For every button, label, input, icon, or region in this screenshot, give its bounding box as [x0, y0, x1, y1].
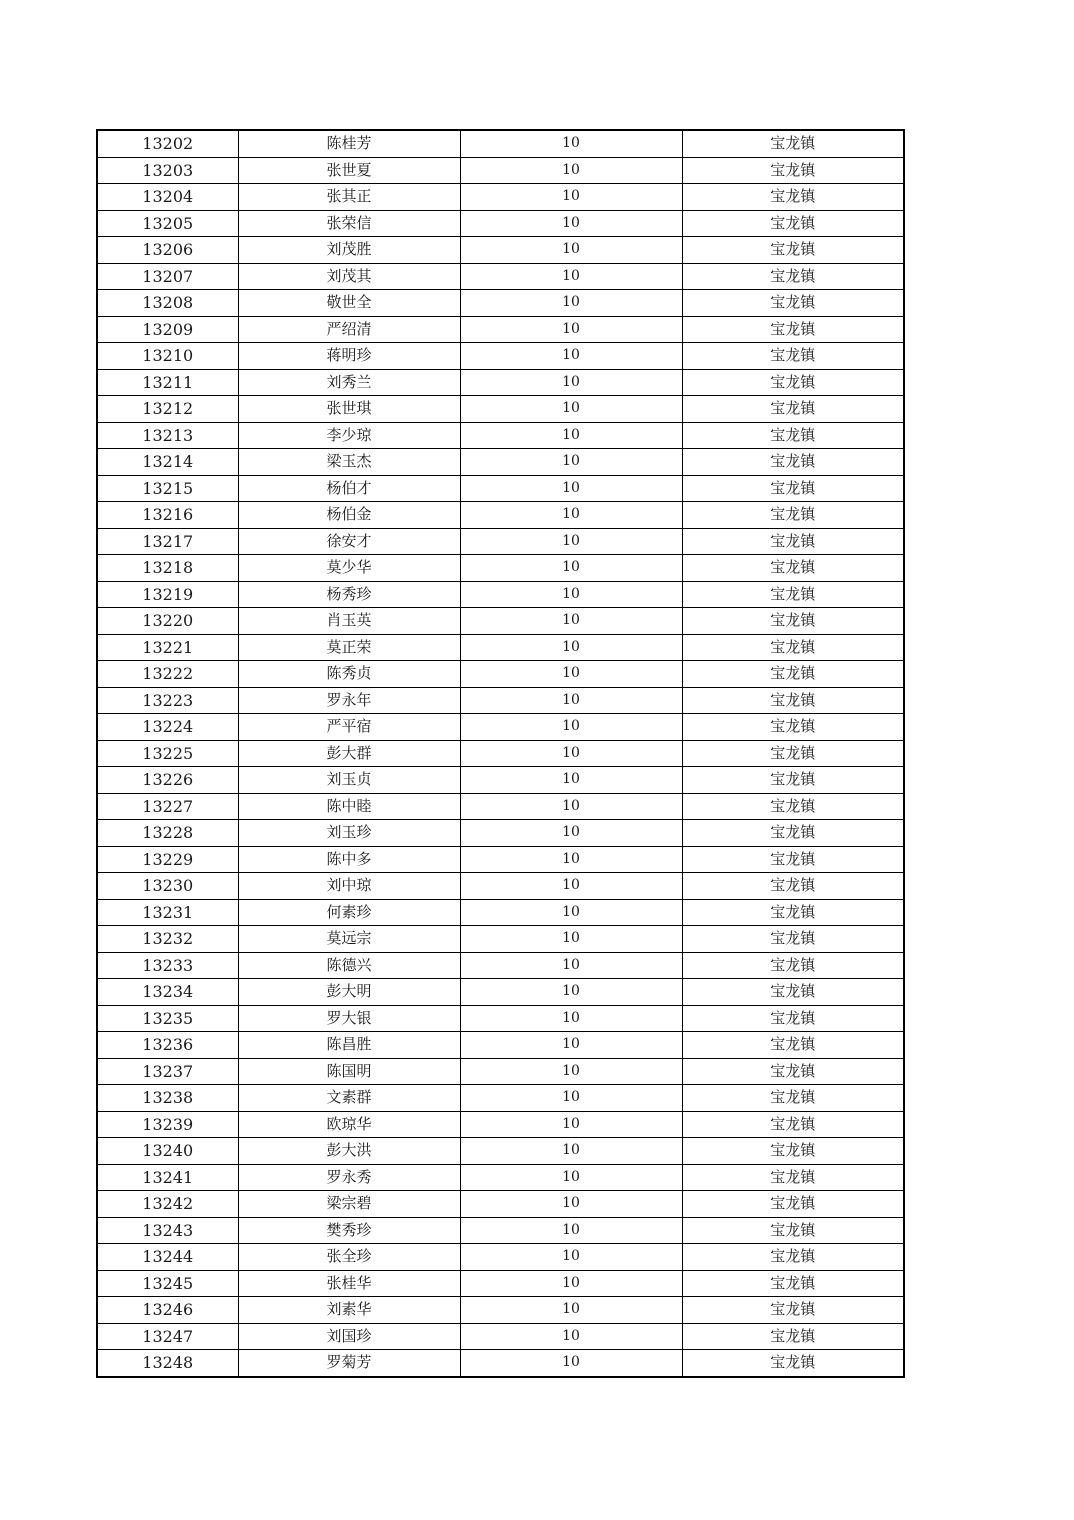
row-number-cell: 13239 — [97, 1111, 238, 1138]
town-cell: 宝龙镇 — [682, 316, 904, 343]
amount-cell: 10 — [460, 1058, 682, 1085]
person-name-cell: 严平宿 — [238, 714, 460, 741]
table-row — [97, 343, 904, 370]
table-row — [97, 1058, 904, 1085]
amount-cell: 10 — [460, 502, 682, 529]
table-row — [97, 1138, 904, 1165]
table-row — [97, 210, 904, 237]
amount-cell: 10 — [460, 528, 682, 555]
person-name-cell: 张其正 — [238, 184, 460, 211]
person-name-cell: 肖玉英 — [238, 608, 460, 635]
table-row — [97, 1217, 904, 1244]
town-cell: 宝龙镇 — [682, 1164, 904, 1191]
row-number-cell: 13233 — [97, 952, 238, 979]
row-number-cell: 13206 — [97, 237, 238, 264]
town-cell: 宝龙镇 — [682, 820, 904, 847]
person-name-cell: 张荣信 — [238, 210, 460, 237]
row-number-cell: 13221 — [97, 634, 238, 661]
person-name-cell: 梁玉杰 — [238, 449, 460, 476]
town-cell: 宝龙镇 — [682, 290, 904, 317]
row-number-cell: 13246 — [97, 1297, 238, 1324]
table-row — [97, 528, 904, 555]
town-cell: 宝龙镇 — [682, 714, 904, 741]
town-cell: 宝龙镇 — [682, 899, 904, 926]
town-cell: 宝龙镇 — [682, 608, 904, 635]
table-row — [97, 1323, 904, 1350]
row-number-cell: 13230 — [97, 873, 238, 900]
town-cell: 宝龙镇 — [682, 952, 904, 979]
town-cell: 宝龙镇 — [682, 1032, 904, 1059]
row-number-cell: 13204 — [97, 184, 238, 211]
row-number-cell: 13215 — [97, 475, 238, 502]
person-name-cell: 张全珍 — [238, 1244, 460, 1271]
person-name-cell: 陈昌胜 — [238, 1032, 460, 1059]
amount-cell: 10 — [460, 1217, 682, 1244]
row-number-cell: 13247 — [97, 1323, 238, 1350]
town-cell: 宝龙镇 — [682, 979, 904, 1006]
amount-cell: 10 — [460, 1085, 682, 1112]
town-cell: 宝龙镇 — [682, 767, 904, 794]
table-row — [97, 263, 904, 290]
amount-cell: 10 — [460, 873, 682, 900]
amount-cell: 10 — [460, 1111, 682, 1138]
row-number-cell: 13222 — [97, 661, 238, 688]
person-name-cell: 文素群 — [238, 1085, 460, 1112]
town-cell: 宝龙镇 — [682, 210, 904, 237]
row-number-cell: 13202 — [97, 130, 238, 157]
amount-cell: 10 — [460, 820, 682, 847]
amount-cell: 10 — [460, 1270, 682, 1297]
amount-cell: 10 — [460, 1350, 682, 1377]
row-number-cell: 13205 — [97, 210, 238, 237]
person-name-cell: 张桂华 — [238, 1270, 460, 1297]
amount-cell: 10 — [460, 343, 682, 370]
town-cell: 宝龙镇 — [682, 1297, 904, 1324]
amount-cell: 10 — [460, 767, 682, 794]
person-name-cell: 陈桂芳 — [238, 130, 460, 157]
amount-cell: 10 — [460, 130, 682, 157]
row-number-cell: 13212 — [97, 396, 238, 423]
row-number-cell: 13214 — [97, 449, 238, 476]
town-cell: 宝龙镇 — [682, 926, 904, 953]
person-name-cell: 彭大群 — [238, 740, 460, 767]
town-cell: 宝龙镇 — [682, 687, 904, 714]
town-cell: 宝龙镇 — [682, 1323, 904, 1350]
town-cell: 宝龙镇 — [682, 343, 904, 370]
amount-cell: 10 — [460, 369, 682, 396]
town-cell: 宝龙镇 — [682, 396, 904, 423]
person-name-cell: 莫少华 — [238, 555, 460, 582]
person-name-cell: 莫远宗 — [238, 926, 460, 953]
person-name-cell: 杨伯金 — [238, 502, 460, 529]
row-number-cell: 13209 — [97, 316, 238, 343]
amount-cell: 10 — [460, 210, 682, 237]
table-body — [97, 130, 904, 1377]
table-row — [97, 1111, 904, 1138]
table-row — [97, 661, 904, 688]
person-name-cell: 何素珍 — [238, 899, 460, 926]
amount-cell: 10 — [460, 449, 682, 476]
row-number-cell: 13236 — [97, 1032, 238, 1059]
person-name-cell: 莫正荣 — [238, 634, 460, 661]
table-row — [97, 316, 904, 343]
town-cell: 宝龙镇 — [682, 1270, 904, 1297]
amount-cell: 10 — [460, 157, 682, 184]
person-name-cell: 彭大洪 — [238, 1138, 460, 1165]
amount-cell: 10 — [460, 396, 682, 423]
town-cell: 宝龙镇 — [682, 528, 904, 555]
person-name-cell: 梁宗碧 — [238, 1191, 460, 1218]
town-cell: 宝龙镇 — [682, 369, 904, 396]
row-number-cell: 13216 — [97, 502, 238, 529]
table-row — [97, 581, 904, 608]
row-number-cell: 13241 — [97, 1164, 238, 1191]
amount-cell: 10 — [460, 1005, 682, 1032]
town-cell: 宝龙镇 — [682, 1058, 904, 1085]
table-row — [97, 502, 904, 529]
amount-cell: 10 — [460, 687, 682, 714]
amount-cell: 10 — [460, 184, 682, 211]
town-cell: 宝龙镇 — [682, 1138, 904, 1165]
town-cell: 宝龙镇 — [682, 1005, 904, 1032]
table-row — [97, 290, 904, 317]
person-name-cell: 刘茂胜 — [238, 237, 460, 264]
table-row — [97, 767, 904, 794]
table-row — [97, 740, 904, 767]
row-number-cell: 13238 — [97, 1085, 238, 1112]
person-name-cell: 陈中睦 — [238, 793, 460, 820]
town-cell: 宝龙镇 — [682, 1350, 904, 1377]
table-row — [97, 926, 904, 953]
row-number-cell: 13217 — [97, 528, 238, 555]
town-cell: 宝龙镇 — [682, 634, 904, 661]
amount-cell: 10 — [460, 555, 682, 582]
table-row — [97, 687, 904, 714]
table-row — [97, 1032, 904, 1059]
table-row — [97, 555, 904, 582]
town-cell: 宝龙镇 — [682, 475, 904, 502]
row-number-cell: 13234 — [97, 979, 238, 1006]
town-cell: 宝龙镇 — [682, 237, 904, 264]
table-row — [97, 793, 904, 820]
table-row — [97, 422, 904, 449]
town-cell: 宝龙镇 — [682, 1244, 904, 1271]
person-name-cell: 彭大明 — [238, 979, 460, 1006]
amount-cell: 10 — [460, 846, 682, 873]
town-cell: 宝龙镇 — [682, 740, 904, 767]
table-row — [97, 130, 904, 157]
amount-cell: 10 — [460, 422, 682, 449]
amount-cell: 10 — [460, 661, 682, 688]
table-row — [97, 1297, 904, 1324]
person-name-cell: 陈德兴 — [238, 952, 460, 979]
amount-cell: 10 — [460, 1244, 682, 1271]
table-row — [97, 979, 904, 1006]
table-row — [97, 1164, 904, 1191]
town-cell: 宝龙镇 — [682, 661, 904, 688]
person-name-cell: 李少琼 — [238, 422, 460, 449]
amount-cell: 10 — [460, 290, 682, 317]
table-row — [97, 873, 904, 900]
row-number-cell: 13225 — [97, 740, 238, 767]
amount-cell: 10 — [460, 1138, 682, 1165]
amount-cell: 10 — [460, 1191, 682, 1218]
town-cell: 宝龙镇 — [682, 555, 904, 582]
table-row — [97, 1005, 904, 1032]
person-name-cell: 罗永年 — [238, 687, 460, 714]
person-name-cell: 陈秀贞 — [238, 661, 460, 688]
town-cell: 宝龙镇 — [682, 793, 904, 820]
table-row — [97, 634, 904, 661]
person-name-cell: 严绍清 — [238, 316, 460, 343]
row-number-cell: 13218 — [97, 555, 238, 582]
amount-cell: 10 — [460, 740, 682, 767]
table-row — [97, 396, 904, 423]
amount-cell: 10 — [460, 634, 682, 661]
person-name-cell: 罗大银 — [238, 1005, 460, 1032]
row-number-cell: 13244 — [97, 1244, 238, 1271]
town-cell: 宝龙镇 — [682, 846, 904, 873]
person-name-cell: 刘秀兰 — [238, 369, 460, 396]
row-number-cell: 13228 — [97, 820, 238, 847]
table-row — [97, 237, 904, 264]
row-number-cell: 13211 — [97, 369, 238, 396]
amount-cell: 10 — [460, 952, 682, 979]
row-number-cell: 13237 — [97, 1058, 238, 1085]
table-row — [97, 608, 904, 635]
row-number-cell: 13235 — [97, 1005, 238, 1032]
row-number-cell: 13219 — [97, 581, 238, 608]
table-row — [97, 449, 904, 476]
town-cell: 宝龙镇 — [682, 449, 904, 476]
table-row — [97, 1244, 904, 1271]
person-name-cell: 刘中琼 — [238, 873, 460, 900]
row-number-cell: 13208 — [97, 290, 238, 317]
person-name-cell: 刘茂其 — [238, 263, 460, 290]
row-number-cell: 13227 — [97, 793, 238, 820]
town-cell: 宝龙镇 — [682, 581, 904, 608]
table-row — [97, 952, 904, 979]
person-name-cell: 刘玉贞 — [238, 767, 460, 794]
amount-cell: 10 — [460, 1164, 682, 1191]
row-number-cell: 13240 — [97, 1138, 238, 1165]
table-row — [97, 1085, 904, 1112]
town-cell: 宝龙镇 — [682, 873, 904, 900]
town-cell: 宝龙镇 — [682, 502, 904, 529]
row-number-cell: 13210 — [97, 343, 238, 370]
amount-cell: 10 — [460, 581, 682, 608]
person-name-cell: 张世夏 — [238, 157, 460, 184]
row-number-cell: 13207 — [97, 263, 238, 290]
amount-cell: 10 — [460, 1032, 682, 1059]
town-cell: 宝龙镇 — [682, 1191, 904, 1218]
town-cell: 宝龙镇 — [682, 1217, 904, 1244]
row-number-cell: 13245 — [97, 1270, 238, 1297]
row-number-cell: 13203 — [97, 157, 238, 184]
town-cell: 宝龙镇 — [682, 157, 904, 184]
table-row — [97, 820, 904, 847]
table-row — [97, 899, 904, 926]
row-number-cell: 13223 — [97, 687, 238, 714]
town-cell: 宝龙镇 — [682, 130, 904, 157]
row-number-cell: 13224 — [97, 714, 238, 741]
person-name-cell: 刘玉珍 — [238, 820, 460, 847]
table-row — [97, 846, 904, 873]
row-number-cell: 13248 — [97, 1350, 238, 1377]
amount-cell: 10 — [460, 926, 682, 953]
town-cell: 宝龙镇 — [682, 1085, 904, 1112]
table-row — [97, 1191, 904, 1218]
person-name-cell: 陈国明 — [238, 1058, 460, 1085]
roster-table — [96, 129, 905, 1378]
row-number-cell: 13243 — [97, 1217, 238, 1244]
table-row — [97, 184, 904, 211]
amount-cell: 10 — [460, 237, 682, 264]
amount-cell: 10 — [460, 475, 682, 502]
table-row — [97, 369, 904, 396]
row-number-cell: 13232 — [97, 926, 238, 953]
person-name-cell: 欧琼华 — [238, 1111, 460, 1138]
person-name-cell: 陈中多 — [238, 846, 460, 873]
table-row — [97, 475, 904, 502]
person-name-cell: 刘国珍 — [238, 1323, 460, 1350]
town-cell: 宝龙镇 — [682, 263, 904, 290]
person-name-cell: 罗菊芳 — [238, 1350, 460, 1377]
table-row — [97, 1270, 904, 1297]
row-number-cell: 13213 — [97, 422, 238, 449]
person-name-cell: 蒋明珍 — [238, 343, 460, 370]
town-cell: 宝龙镇 — [682, 184, 904, 211]
amount-cell: 10 — [460, 979, 682, 1006]
person-name-cell: 罗永秀 — [238, 1164, 460, 1191]
amount-cell: 10 — [460, 316, 682, 343]
person-name-cell: 杨秀珍 — [238, 581, 460, 608]
row-number-cell: 13220 — [97, 608, 238, 635]
amount-cell: 10 — [460, 263, 682, 290]
amount-cell: 10 — [460, 899, 682, 926]
person-name-cell: 刘素华 — [238, 1297, 460, 1324]
table-row — [97, 714, 904, 741]
amount-cell: 10 — [460, 793, 682, 820]
row-number-cell: 13229 — [97, 846, 238, 873]
town-cell: 宝龙镇 — [682, 422, 904, 449]
person-name-cell: 杨伯才 — [238, 475, 460, 502]
amount-cell: 10 — [460, 1297, 682, 1324]
row-number-cell: 13231 — [97, 899, 238, 926]
person-name-cell: 敬世全 — [238, 290, 460, 317]
person-name-cell: 徐安才 — [238, 528, 460, 555]
amount-cell: 10 — [460, 714, 682, 741]
row-number-cell: 13242 — [97, 1191, 238, 1218]
town-cell: 宝龙镇 — [682, 1111, 904, 1138]
person-name-cell: 樊秀珍 — [238, 1217, 460, 1244]
amount-cell: 10 — [460, 1323, 682, 1350]
row-number-cell: 13226 — [97, 767, 238, 794]
person-name-cell: 张世琪 — [238, 396, 460, 423]
amount-cell: 10 — [460, 608, 682, 635]
table-row — [97, 1350, 904, 1377]
table-row — [97, 157, 904, 184]
